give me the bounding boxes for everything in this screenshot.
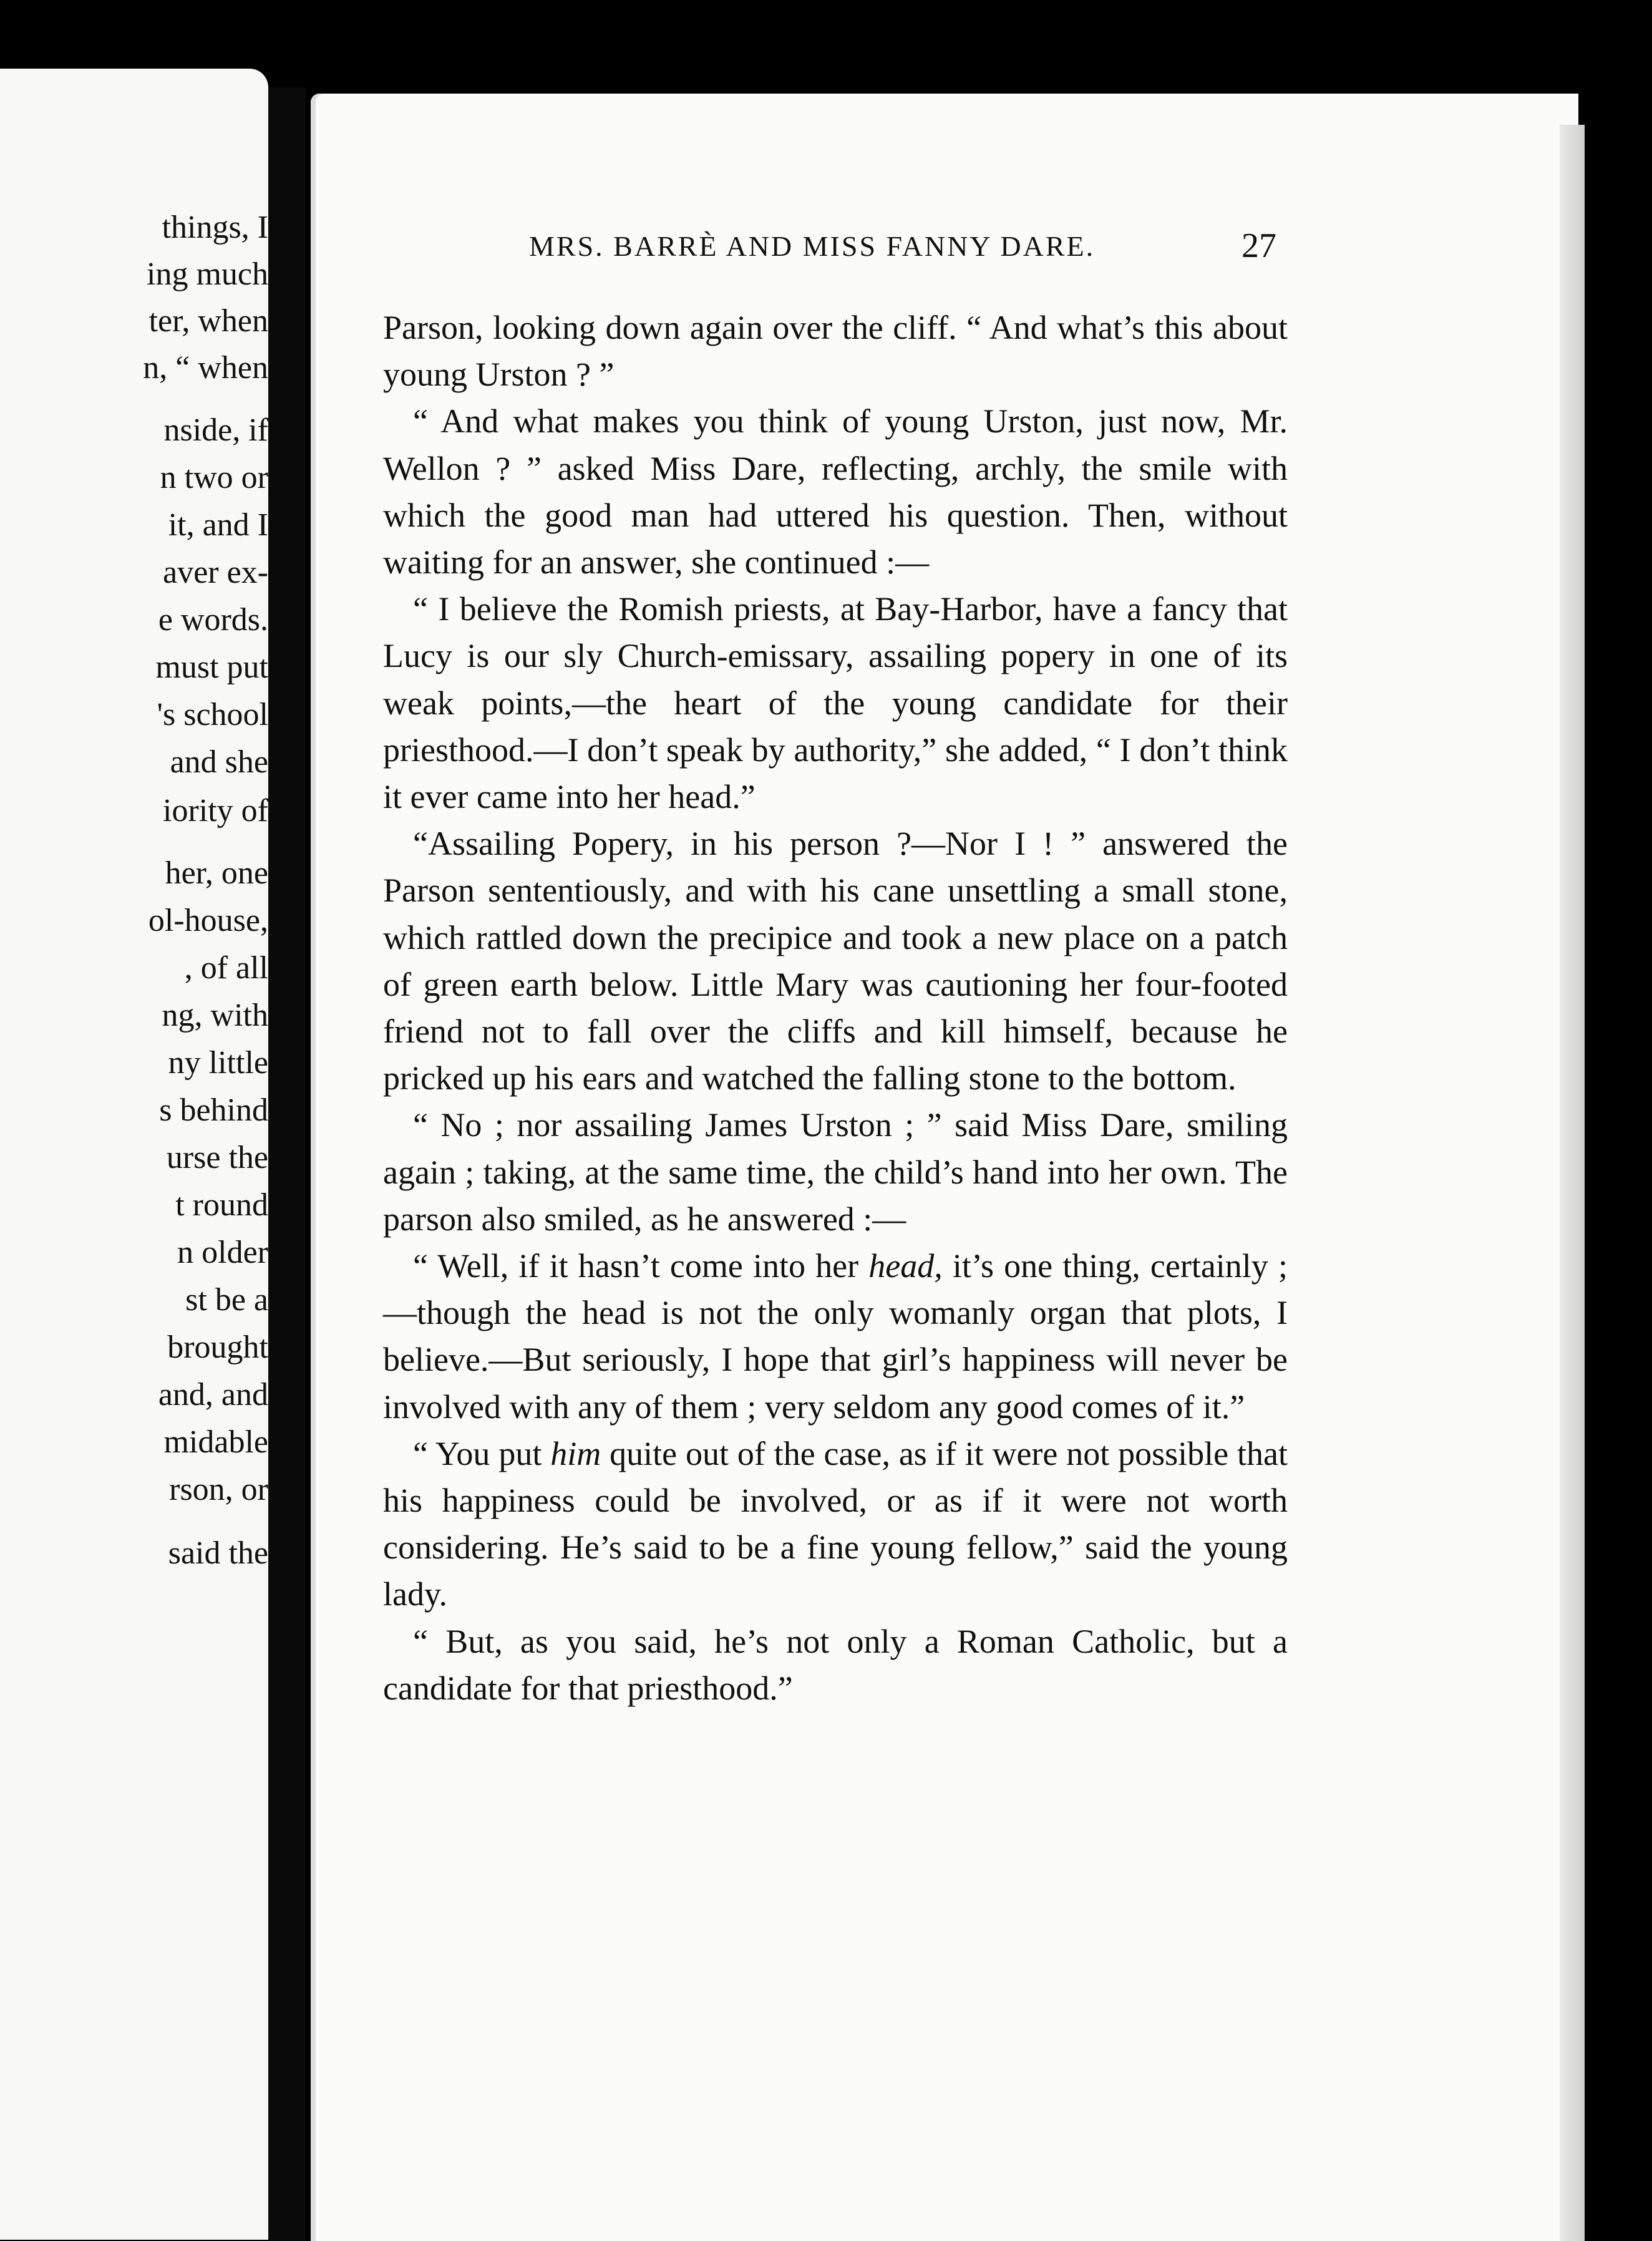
- paragraph: [383, 1431, 1288, 1618]
- text-run: “ You put: [413, 1434, 551, 1472]
- previous-page-line: st be a: [185, 1282, 268, 1318]
- paragraph: “ And what makes you think of young Urston, just now, Mr. Wellon ? ” asked Miss Dare, reflecting, archly, the smile with which the good man had uttered his question. Then, without waiting for an answer, she continued :—: [383, 402, 1288, 581]
- body-text: [383, 304, 1288, 1712]
- previous-page-line: n, “ when: [143, 350, 268, 386]
- previous-page-line: ng, with: [162, 998, 268, 1033]
- previous-page-line: 's school: [157, 697, 268, 732]
- page-number: 27: [1241, 226, 1276, 265]
- running-head: MRS. BARRÈ AND MISS FANNY DARE.: [529, 230, 1096, 262]
- previous-page-line: must put: [155, 649, 268, 685]
- previous-page-line: nside, if: [163, 412, 268, 448]
- previous-page-line: ny little: [168, 1045, 268, 1081]
- previous-page-line: urse the: [166, 1140, 268, 1175]
- previous-page-line: s behind: [159, 1092, 268, 1128]
- text-run: quite out of the case, as if it were not possible that his happiness could be involved, or as if it were not worth considering. He’s said to be a fine young fellow,” said the young lady.: [383, 1434, 1288, 1613]
- previous-page-line: aver ex-: [163, 555, 268, 590]
- italic-text: him: [550, 1434, 601, 1472]
- previous-page-line: , of all: [184, 950, 268, 986]
- paragraph: “Assailing Popery, in his person ?—Nor I ! ” answered the Parson sententiously, and with his cane unsettling a small stone, which rattled down the precipice and took a new place on a patch of green earth below. Little Mary was cautioning her four-footed friend not to fall over the cliffs and kill himself, because he pricked up his ears and watched the falling stone to the bottom.: [383, 825, 1288, 1097]
- previous-page-line: ing much: [147, 256, 268, 292]
- previous-page-line: brought: [167, 1330, 268, 1365]
- previous-page-line: e words.: [158, 602, 268, 638]
- previous-page-line: her, one: [165, 855, 268, 891]
- previous-page-line: t round: [175, 1187, 268, 1223]
- previous-page-line: said the: [168, 1535, 268, 1571]
- book-gutter: [268, 87, 306, 2241]
- previous-page-line: n older: [177, 1235, 268, 1270]
- previous-page-line: midable: [163, 1424, 268, 1460]
- previous-page-line: iority of: [163, 793, 268, 829]
- italic-text: head,: [868, 1247, 943, 1285]
- previous-page: [0, 69, 268, 2240]
- previous-page-line: things, I: [162, 210, 268, 245]
- page-edge: [1560, 125, 1585, 2241]
- previous-page-line: n two or: [160, 460, 268, 495]
- paragraph: “ But, as you said, he’s not only a Roman Catholic, but a candidate for that priesthood.”: [383, 1622, 1288, 1707]
- text-run: “ Well, if it hasn’t come into her: [413, 1247, 869, 1285]
- previous-page-line: it, and I: [168, 507, 268, 543]
- text-run: it’s one thing, certainly ;—though the head is not the only womanly organ that plots, I believe.—But seriously, I hope that girl’s happiness will never be involved with any of them ; very seldom any good comes of it.”: [383, 1247, 1288, 1426]
- previous-page-line: ter, when: [148, 303, 268, 339]
- previous-page-line: and she: [170, 744, 268, 780]
- paragraph: “ No ; nor assailing James Urston ; ” said Miss Dare, smiling again ; taking, at the same time, the child’s hand into her own. The parson also smiled, as he answered :—: [383, 1106, 1288, 1238]
- paragraph: “ I believe the Romish priests, at Bay-Harbor, have a fancy that Lucy is our sly Church-emissary, assailing popery in one of its weak points,—the heart of the young candidate for their priesthood.—I don’t speak by authority,” she added, “ I don’t think it ever came into her head.”: [383, 590, 1288, 816]
- previous-page-line: ol-house,: [148, 903, 268, 938]
- previous-page-line: and, and: [158, 1377, 268, 1412]
- previous-page-line: rson, or: [169, 1472, 268, 1507]
- paragraph: [383, 1243, 1288, 1431]
- paragraph: Parson, looking down again over the cliff. “ And what’s this about young Urston ? ”: [383, 309, 1288, 394]
